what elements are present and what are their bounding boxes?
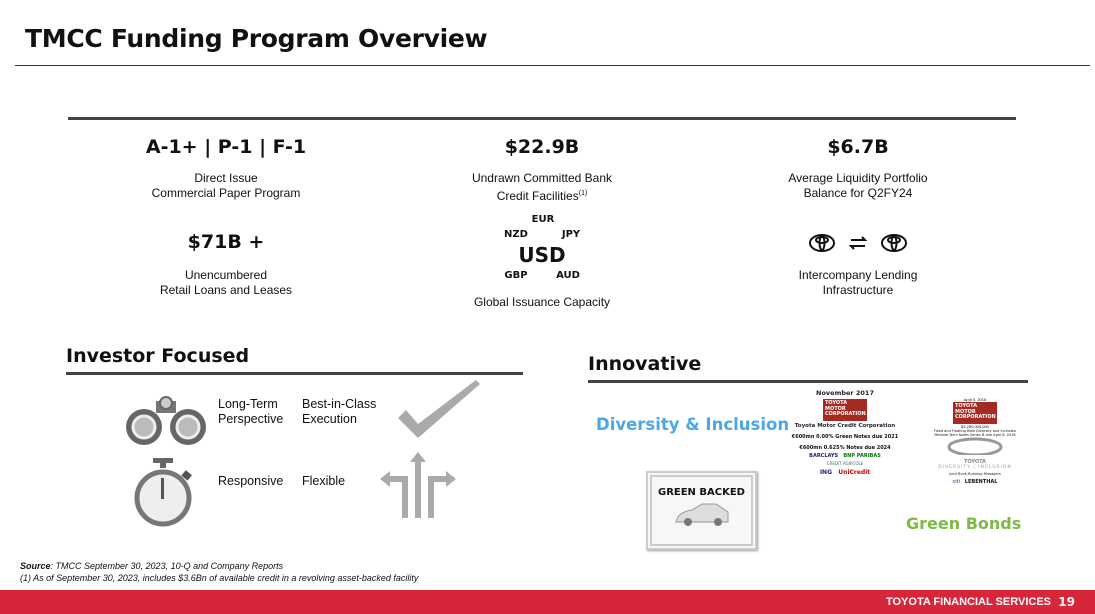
credit-label: Undrawn Committed Bank Credit Facilities$^{(1)}$ [471, 171, 613, 203]
innovative-divider [588, 380, 1028, 383]
tombstone-green-notes: November 2017 TOYOTA MOTOR CORPORATION Toyota Motor Credit Corporation €600mn 0.00% Green Notes due 2021 €600mn 0.625% Notes due 2024 BARCLAYS BNP PARIBAS CREDIT AGRICOLE ING UniCredit [791, 389, 899, 476]
rating-label: Direct Issue Commercial Paper Program [151, 171, 301, 200]
green-bonds-label: Green Bonds [906, 514, 1022, 533]
car-image-icon [672, 498, 732, 528]
currency-aud: AUD [556, 270, 580, 281]
checkmark-icon [396, 380, 480, 440]
currency-jpy: JPY [561, 229, 581, 240]
footer-bar [0, 590, 1095, 614]
toyota-logo-icon [882, 235, 906, 251]
page-title: TMCC Funding Program Overview [25, 24, 488, 53]
liquidity-value: $6.7B [827, 136, 889, 158]
toyota-emblem-icon [945, 437, 1005, 455]
green-backed-certificate: GREEN BACKED [646, 471, 757, 550]
innovative-heading: Innovative [588, 353, 702, 375]
item-long-term: Long-Term Perspective [218, 397, 284, 426]
intercompany-icons [808, 232, 908, 254]
liquidity-label: Average Liquidity Portfolio Balance for Q2FY24 [788, 171, 928, 200]
diversity-label: Diversity & Inclusion [596, 415, 790, 434]
retail-label: Unencumbered Retail Loans and Leases [159, 268, 293, 297]
binoculars-icon [124, 395, 208, 447]
source-note: Source: TMCC September 30, 2023, 10-Q and Company Reports [20, 561, 284, 571]
footer-brand: TOYOTA FINANCIAL SERVICES [885, 596, 1051, 608]
credit-value: $22.9B [504, 136, 580, 158]
item-flexible: Flexible [302, 474, 346, 488]
footnote: (1) As of September 30, 2023, includes $3.6Bn of available credit in a revolving asset-backed facility [20, 573, 419, 583]
top-divider [68, 117, 1016, 120]
diverging-arrows-icon [380, 452, 456, 518]
intercompany-label: Intercompany Lending Infrastructure [798, 268, 918, 297]
toyota-logo-icon [810, 235, 834, 251]
issuance-caption: Global Issuance Capacity [473, 295, 611, 309]
rating-value: A-1+ | P-1 | F-1 [145, 136, 307, 158]
currency-eur: EUR [531, 214, 555, 225]
investor-heading: Investor Focused [66, 345, 250, 367]
exchange-arrows-icon [851, 237, 865, 249]
currency-nzd: NZD [504, 229, 528, 240]
currency-usd: USD [518, 243, 566, 267]
investor-divider [66, 372, 523, 375]
tmcc-logo: TOYOTA MOTOR CORPORATION [953, 402, 997, 424]
tombstone-diversity-notes: April 5, 2018 TOYOTA MOTOR CORPORATION $1,250,000,000 Fixed and Floating Rate Diversity and Inclusion Medium-Term Notes Series B due April 6, 2018 TOYOTA DIVERSITY | INCLUSION Joint Book-Running Managers citi LEBENTHAL [933, 397, 1017, 485]
title-divider [15, 65, 1090, 66]
page-number: 19 [1058, 595, 1075, 609]
retail-value: $71B + [187, 231, 265, 253]
item-responsive: Responsive [218, 474, 284, 488]
stopwatch-icon [133, 458, 199, 530]
tmcc-logo: TOYOTA MOTOR CORPORATION [823, 399, 867, 421]
currency-gbp: GBP [504, 270, 528, 281]
item-best-in-class: Best-in-Class Execution [302, 397, 377, 426]
